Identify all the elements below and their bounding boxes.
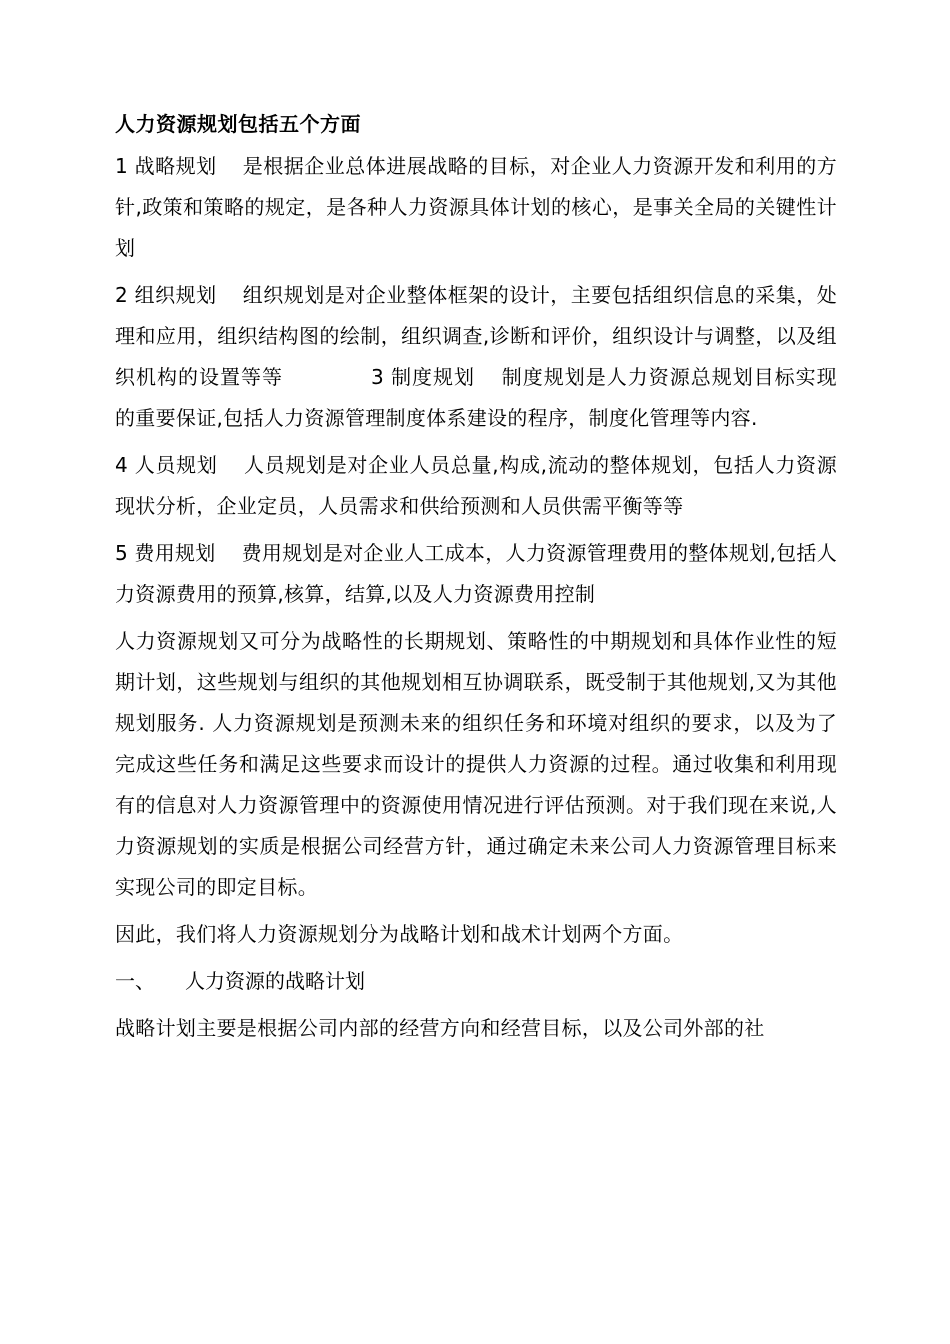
plan-item-title: 组织规划 xyxy=(134,283,217,307)
plan-item-1 xyxy=(115,146,837,269)
plan-item-title: 制度规划 xyxy=(391,365,476,389)
plan-item-text: 组织规划是对企业整体框架的设计，主要包括组织信息的采集，处理和应用，组织结构图的绘制，组织调查,诊断和评价，组织设计与调整，以及组织机构的设置等等 xyxy=(115,283,837,389)
plan-item-number: 5 xyxy=(115,541,128,565)
document-heading: 人力资源规划包括五个方面 xyxy=(115,112,361,136)
outline-heading xyxy=(115,961,837,1002)
plan-item-text: 制度规划是人力资源总规划目标实现的重要保证,包括人力资源管理制度体系建设的程序，制度化管理等内容. xyxy=(115,365,837,430)
plan-item-text: 是根据企业总体进展战略的目标，对企业人力资源开发和利用的方针,政策和策略的规定，是各种人力资源具体计划的核心，是事关全局的关键性计划 xyxy=(115,154,837,260)
body-paragraph: 战略计划主要是根据公司内部的经营方向和经营目标，以及公司外部的社 xyxy=(115,1016,765,1040)
body-paragraph: 因此，我们将人力资源规划分为战略计划和战术计划两个方面。 xyxy=(115,922,684,946)
document-page xyxy=(115,110,837,1055)
plan-item-number: 1 xyxy=(115,154,128,178)
plan-item-title: 费用规划 xyxy=(134,541,216,565)
plan-item-2 xyxy=(115,275,837,439)
plan-item-number: 3 xyxy=(370,365,384,389)
body-paragraph: 人力资源规划又可分为战略性的长期规划、策略性的中期规划和具体作业性的短期计划，这些规划与组织的其他规划相互协调联系，既受制于其他规划,又为其他规划服务. 人力资源规划是预测未来的组织任务和环境对组织的要求，以及为了完成这些任务和满足这些要求而设计的提供人力资源的过程。通过收集和利用现有的信息对人力资源管理中的资源使用情况进行评估预测。对于我们现在来说,人力资源规划的实质是根据公司经营方针，通过确定未来公司人力资源管理目标来实现公司的即定目标。 xyxy=(115,629,837,899)
outline-text: 人力资源的战略计划 xyxy=(185,969,365,993)
plan-item-5 xyxy=(115,533,837,615)
outline-marker: 一、 xyxy=(115,969,155,993)
plan-item-title: 人员规划 xyxy=(134,453,218,477)
plan-item-number: 2 xyxy=(115,283,128,307)
plan-item-number: 4 xyxy=(115,453,128,477)
plan-item-title: 战略规划 xyxy=(134,154,217,178)
plan-item-text: 人员规划是对企业人员总量,构成,流动的整体规划，包括人力资源现状分析，企业定员，人员需求和供给预测和人员供需平衡等等 xyxy=(115,453,837,518)
plan-item-text: 费用规划是对企业人工成本，人力资源管理费用的整体规划,包括人力资源费用的预算,核算，结算,以及人力资源费用控制 xyxy=(115,541,838,606)
plan-item-4 xyxy=(115,445,837,527)
